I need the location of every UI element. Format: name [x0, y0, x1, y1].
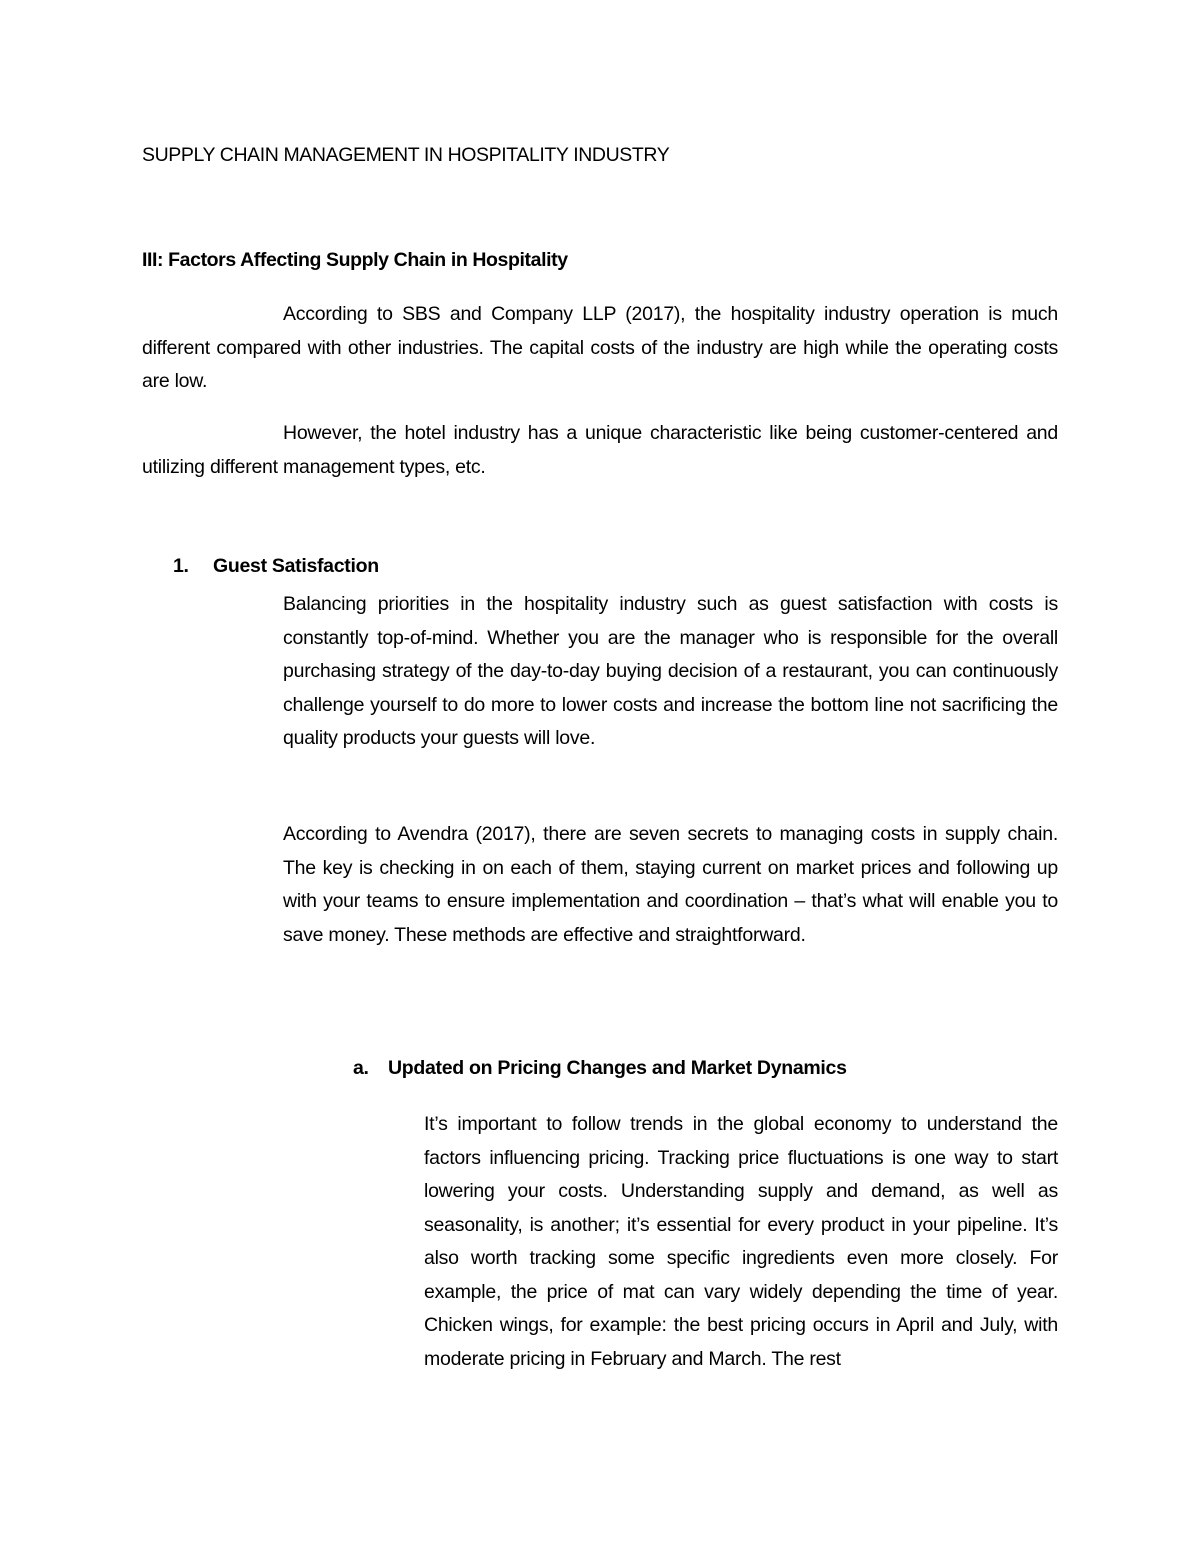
list-number: 1.	[173, 555, 189, 577]
sub-list-heading: Updated on Pricing Changes and Market Dynamics	[388, 1057, 847, 1079]
list-heading: Guest Satisfaction	[213, 555, 379, 577]
body-paragraph: Balancing priorities in the hospitality industry such as guest satisfaction with costs is constantly top-of-mind. Whether you are the manager who is responsible for the overall purchasing strategy of the day-to-day buying decision of a restaurant, you can continuously challenge yourself to do more to lower costs and increase the bottom line not sacrificing the quality products your guests will love.	[283, 593, 1058, 749]
body-paragraph: According to Avendra (2017), there are seven secrets to managing costs in supply chain. The key is checking in on each of them, staying current on market prices and following up with your teams to ensure implementation and coordination – that’s what will enable you to save money. These methods are effective and straightforward.	[283, 823, 1058, 946]
sub-list-item-pricing	[353, 1057, 847, 1080]
body-paragraph: It’s important to follow trends in the global economy to understand the factors influencing pricing. Tracking price fluctuations is one way to start lowering your costs. Understanding supply and demand, as well as seasonality, is another; it’s essential for every product in your pipeline. It’s also worth tracking some specific ingredients even more closely. For example, the price of mat can vary widely depending the time of year. Chicken wings, for example: the best pricing occurs in April and July, with moderate pricing in February and March. The rest	[424, 1113, 1058, 1370]
intro-paragraph: According to SBS and Company LLP (2017), the hospitality industry operation is much different compared with other industries. The capital costs of the industry are high while the operating costs are low.	[142, 303, 1058, 392]
section-heading: III: Factors Affecting Supply Chain in Hospitality	[142, 249, 568, 271]
list-item-guest-satisfaction	[173, 555, 379, 578]
document-title: SUPPLY CHAIN MANAGEMENT IN HOSPITALITY INDUSTRY	[142, 144, 670, 166]
intro-paragraph: However, the hotel industry has a unique characteristic like being customer-centered and utilizing different management types, etc.	[142, 422, 1058, 478]
sub-list-letter: a.	[353, 1057, 369, 1079]
